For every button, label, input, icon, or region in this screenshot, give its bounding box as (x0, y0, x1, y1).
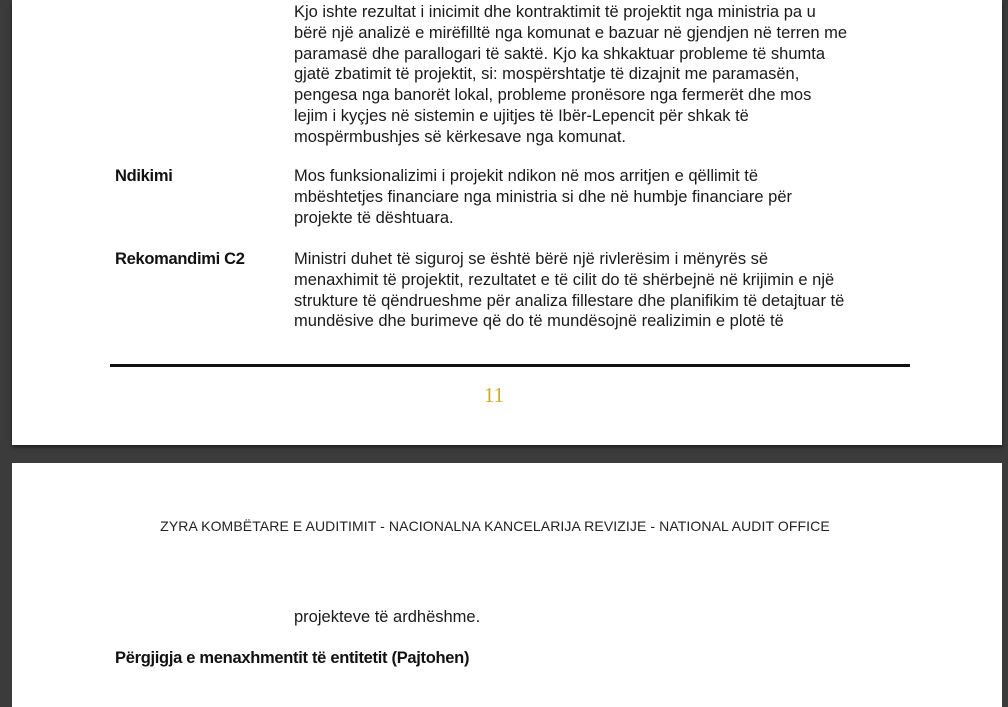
text-line: projekte të dështuara. (294, 208, 454, 227)
text-line: paramasë dhe parallogari të saktë. Kjo ka shkaktuar probleme të shumta (294, 44, 826, 63)
footer-rule (110, 364, 910, 367)
intro-paragraph (294, 2, 904, 148)
recommendation-label: Rekomandimi C2 (115, 250, 245, 268)
text-line: mospërmbushjes së kërkesave nga komunat. (294, 127, 626, 146)
continuation-paragraph (294, 607, 904, 628)
page-header: ZYRA KOMBËTARE E AUDITIMIT - NACIONALNA KANCELARIJA REVIZIJE - NATIONAL AUDIT OFFICE (160, 518, 830, 534)
text-line: Mos funksionalizimi i projekit ndikon në mos arritjen e qëllimit të (294, 167, 759, 185)
text-line: lejim i kyçjes në sistemin e ujitjes të Ibër-Lepencit për shkak të (294, 106, 749, 125)
page-number: 11 (483, 383, 505, 407)
text-line: strukture të qëndrueshme për analiza fillestare dhe planifikim të detajtuar të (294, 291, 845, 310)
impact-label: Ndikimi (115, 167, 173, 185)
text-line: gjatë zbatimit të projektit, si: mospërshtatje të dizajnit me paramasën, (294, 65, 800, 84)
impact-paragraph (294, 166, 904, 228)
management-response-heading: Përgjigja e menaxhmentit të entitetit (Pajtohen) (115, 649, 470, 667)
text-line: mbështetjes financiare nga ministria si dhe në humbje financiare për (294, 187, 793, 206)
text-line: pengesa nga banorët lokal, probleme pronësore nga fermerët dhe mos (294, 86, 812, 105)
text-line: projekteve të ardhëshme. (294, 608, 481, 626)
text-line: bërë një analizë e mirëfilltë nga komunat e bazuar në gjendjen në terren me (294, 23, 848, 42)
page-12 (12, 463, 1002, 707)
text-line: Kjo ishte rezultat i inicimit dhe kontraktimit të projektit nga ministria pa u (294, 3, 816, 21)
text-line: Ministri duhet të siguroj se është bërë një rivlerësim i mënyrës së (294, 250, 769, 268)
text-line: mundësive dhe burimeve që do të mundësojnë realizimin e plotë të (294, 312, 784, 331)
text-line: menaxhimit të projektit, rezultatet e të cilit do të shërbejnë në krijimin e një (294, 270, 835, 289)
page-11 (12, 0, 1002, 445)
recommendation-paragraph (294, 249, 904, 332)
